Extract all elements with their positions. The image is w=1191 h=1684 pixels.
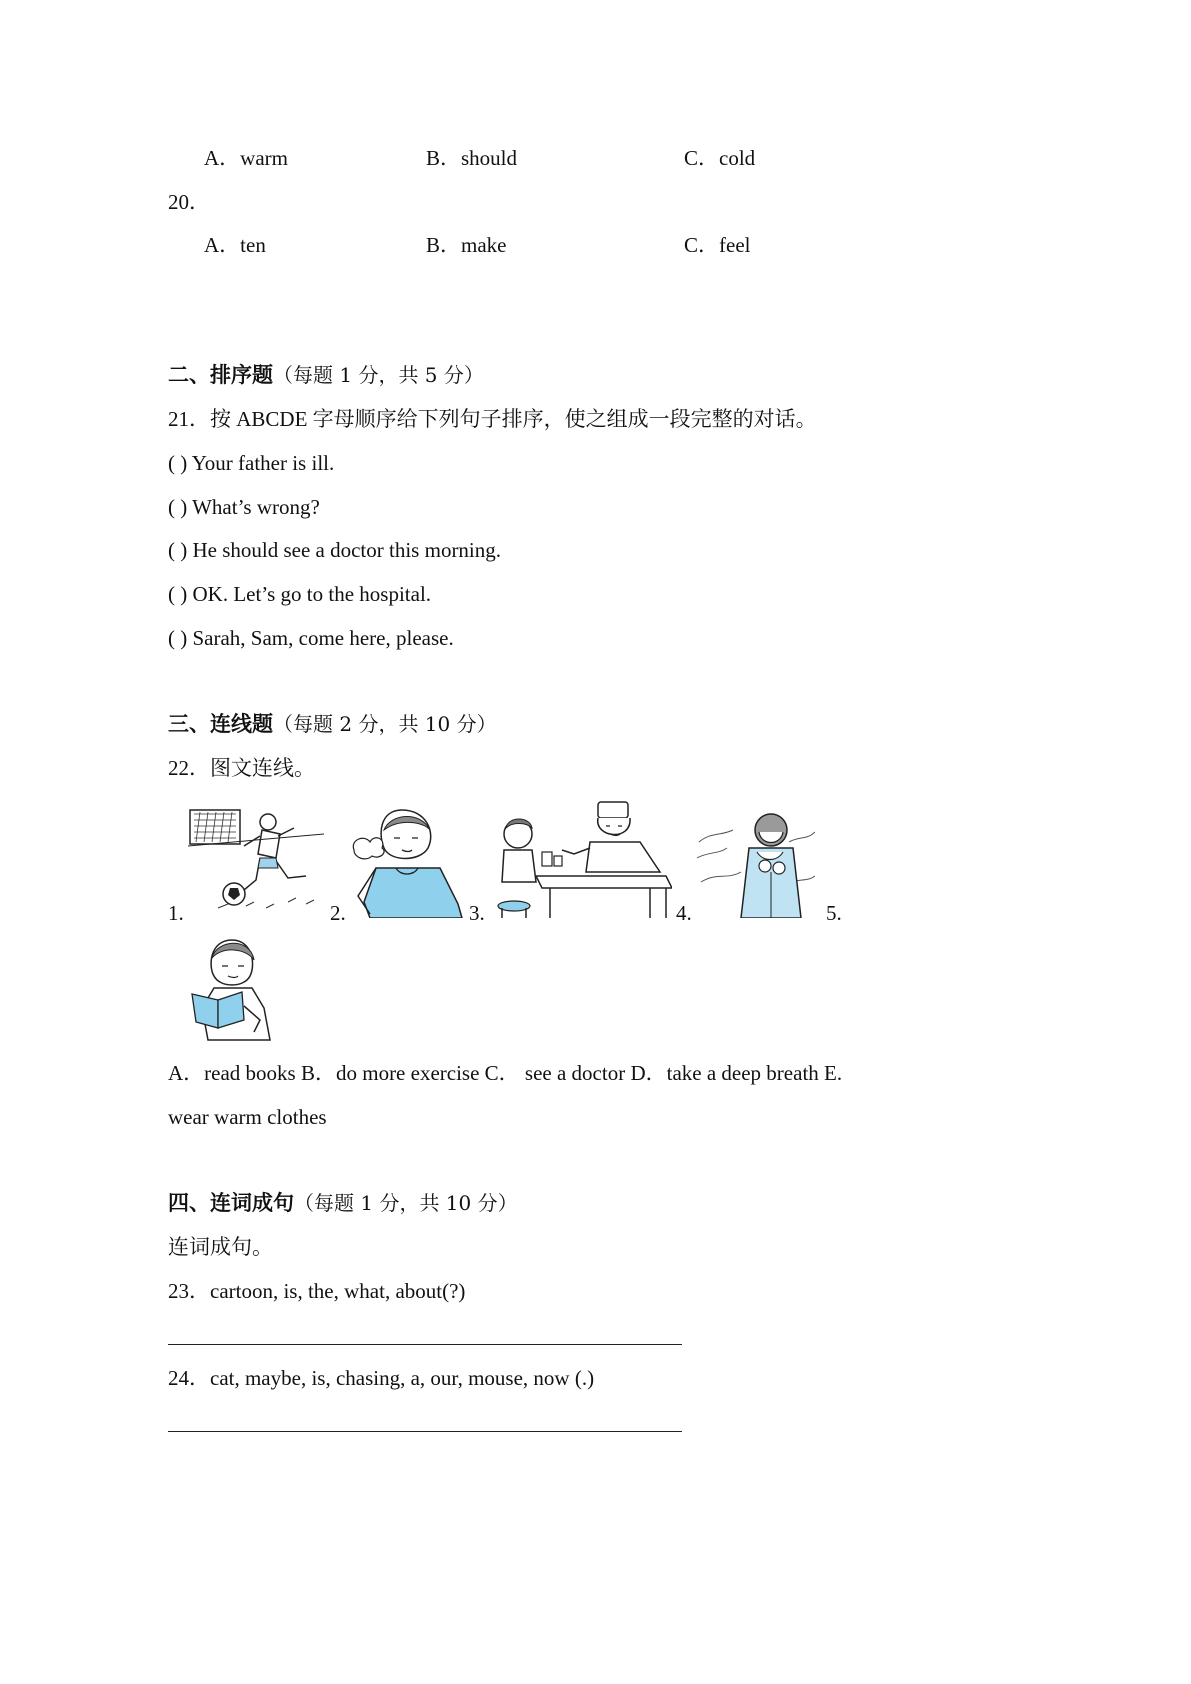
football-player-illustration bbox=[188, 806, 326, 918]
section2-note: （每题 1 分，共 5 分） bbox=[273, 363, 484, 387]
q20-option-b: B．make bbox=[426, 233, 507, 257]
q24-prompt: 24．cat, maybe, is, chasing, a, our, mouse, now (.) bbox=[168, 1366, 595, 1390]
q19-option-b: B．should bbox=[426, 146, 518, 170]
q21-item-4: ( ) OK. Let’s go to the hospital. bbox=[168, 582, 432, 606]
q20-option-c: C．feel bbox=[684, 233, 751, 257]
q23-prompt: 23．cartoon, is, the, what, about(?) bbox=[168, 1279, 466, 1303]
deep-breath-boy-illustration bbox=[350, 804, 466, 918]
q22-choices-line1: A．read books B．do more exercise C． see a doctor D．take a deep breath E. bbox=[168, 1061, 843, 1085]
section4-note: （每题 1 分，共 10 分） bbox=[294, 1191, 518, 1215]
section3-heading bbox=[168, 712, 497, 736]
section2-title: 二、排序题 bbox=[168, 362, 273, 387]
q21-instruction: 21．按 ABCDE 字母顺序给下列句子排序，使之组成一段完整的对话。 bbox=[168, 407, 817, 431]
q23-answer-line[interactable] bbox=[168, 1344, 682, 1345]
cold-girl-illustration bbox=[697, 802, 815, 918]
q22-choices-line2: wear warm clothes bbox=[168, 1105, 327, 1129]
section2-heading bbox=[168, 363, 484, 387]
pic-number-3: 3. bbox=[469, 901, 485, 925]
q19-option-c: C．cold bbox=[684, 146, 756, 170]
q19-option-a: A．warm bbox=[204, 146, 288, 170]
q20-option-a: A．ten bbox=[204, 233, 266, 257]
pic-number-4: 4. bbox=[676, 901, 692, 925]
q21-item-3: ( ) He should see a doctor this morning. bbox=[168, 538, 502, 562]
q24-answer-line[interactable] bbox=[168, 1431, 682, 1432]
doctor-visit-illustration bbox=[490, 798, 672, 918]
reading-boy-illustration bbox=[188, 936, 274, 1044]
pic-number-2: 2. bbox=[330, 901, 346, 925]
section3-title: 三、连线题 bbox=[168, 711, 273, 736]
q20-number: 20． bbox=[168, 190, 210, 214]
section3-note: （每题 2 分，共 10 分） bbox=[273, 712, 497, 736]
pic-number-5: 5. bbox=[826, 901, 842, 925]
q21-item-5: ( ) Sarah, Sam, come here, please. bbox=[168, 626, 454, 650]
section4-title: 四、连词成句 bbox=[168, 1190, 294, 1215]
q21-item-1: ( ) Your father is ill. bbox=[168, 451, 335, 475]
pic-number-1: 1. bbox=[168, 901, 184, 925]
section4-heading bbox=[168, 1191, 518, 1215]
q21-item-2: ( ) What’s wrong? bbox=[168, 495, 320, 519]
q22-instruction: 22．图文连线。 bbox=[168, 756, 315, 780]
section4-intro: 连词成句。 bbox=[168, 1235, 273, 1259]
